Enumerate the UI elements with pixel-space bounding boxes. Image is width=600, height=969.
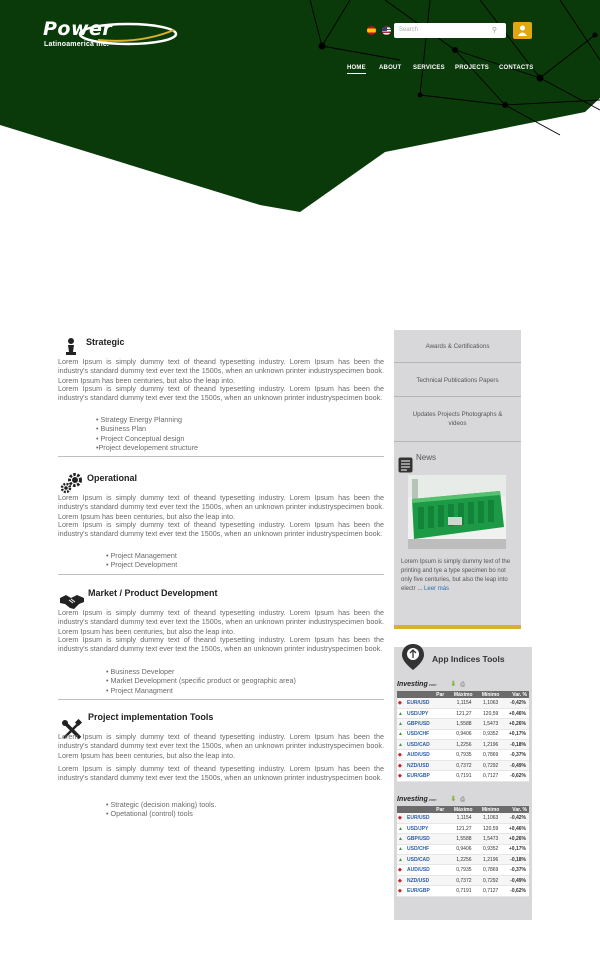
rate-min: 1,2196 — [475, 740, 502, 750]
col-max: Máximo — [446, 806, 474, 813]
rate-min: 0,7127 — [475, 886, 502, 896]
arrow-down-icon: ◆ — [398, 877, 402, 884]
rate-pair[interactable]: ▲ USD/CHF — [397, 844, 446, 854]
rate-max: 1,1154 — [446, 698, 474, 708]
rate-min: 0,9352 — [475, 844, 502, 854]
arrow-up-icon: ▲ — [398, 825, 403, 832]
col-max: Máximo — [446, 691, 474, 698]
rate-change: -0,18% — [501, 855, 529, 865]
location-pin-icon — [401, 643, 425, 671]
download-icon[interactable]: ⬇ — [450, 796, 457, 803]
table-row[interactable] — [397, 708, 529, 718]
print-icon[interactable]: ⎙ — [460, 797, 466, 803]
section-title-market: Market / Product Development — [88, 588, 218, 598]
table-row[interactable] — [397, 740, 529, 750]
arrow-up-icon: ▲ — [398, 856, 403, 863]
rate-pair[interactable]: ◆ AUD/USD — [397, 865, 446, 875]
rate-max: 0,9406 — [446, 729, 474, 739]
col-min: Mínimo — [475, 691, 502, 698]
rate-change: +0,46% — [501, 823, 529, 833]
table-row[interactable] — [397, 750, 529, 760]
col-pair: Par — [397, 691, 446, 698]
list-item: • Project Managment — [106, 685, 173, 695]
section-divider — [58, 574, 384, 575]
rate-pair[interactable]: ◆ EUR/USD — [397, 813, 446, 823]
rate-max: 1,5588 — [446, 719, 474, 729]
news-thumbnail-image[interactable] — [408, 475, 506, 549]
section-title-operational: Operational — [87, 473, 138, 483]
table-row[interactable] — [397, 698, 529, 708]
rate-max: 121,27 — [446, 708, 474, 718]
section-divider — [58, 699, 384, 700]
table-row[interactable] — [397, 834, 529, 844]
list-item: • Project Development — [106, 560, 178, 570]
rate-pair[interactable]: ▲ USD/CHF — [397, 729, 446, 739]
rate-change: +0,46% — [501, 708, 529, 718]
investing-logo[interactable]: Investing.com ⬇ ⎙ — [397, 681, 466, 688]
table-row[interactable] — [397, 813, 529, 823]
rate-max: 0,7372 — [446, 875, 474, 885]
rate-min: 0,7869 — [475, 865, 502, 875]
search-icon[interactable]: ⚲ — [491, 27, 497, 34]
rate-max: 1,5588 — [446, 834, 474, 844]
investing-logo[interactable]: Investing.com ⬇ ⎙ — [397, 796, 466, 803]
col-min: Mínimo — [475, 806, 502, 813]
section-paragraph: Lorem Ipsum is simply dummy text of theand typesetting industry. Lorem Ipsum has been the industry's standard dummy text ever text the 1500s, when an unknown printer industryspecimen book. Lorem Ipsum has been centuries, but also the leap into. — [58, 732, 384, 760]
arrow-up-icon: ▲ — [398, 835, 403, 842]
section-title-strategic: Strategic — [86, 337, 125, 347]
list-item: • Project Conceptual design — [96, 433, 185, 443]
us-flag-icon[interactable] — [382, 26, 391, 35]
arrow-down-icon: ◆ — [398, 867, 402, 874]
arrow-down-icon: ◆ — [398, 762, 402, 769]
sidebar-link-publications[interactable]: Technical Publications Papers — [416, 377, 499, 384]
sidebar-accent-bar — [394, 625, 521, 629]
list-item: • Business Developer — [106, 667, 175, 676]
table-row[interactable] — [397, 729, 529, 739]
rate-pair[interactable]: ▲ USD/JPY — [397, 823, 446, 833]
read-more-link[interactable]: Leer más — [424, 586, 450, 592]
rate-min: 1,1063 — [475, 698, 502, 708]
table-row[interactable] — [397, 875, 529, 885]
rate-max: 0,9406 — [446, 844, 474, 854]
app-indices-title: App Indices Tools — [432, 654, 505, 664]
news-excerpt — [401, 558, 514, 594]
section-paragraph: Lorem Ipsum is simply dummy text of theand typesetting industry. Lorem Ipsum has been the industry's standard dummy text ever text the 1500s, when an unknown printer industryspecimen book. Lorem Ipsum has been centuries, but also the leap into. — [58, 493, 384, 521]
rates-table — [397, 806, 529, 897]
table-row[interactable] — [397, 855, 529, 865]
rate-change: -0,37% — [501, 750, 529, 760]
rate-max: 1,2256 — [446, 740, 474, 750]
rate-min: 0,7292 — [475, 875, 502, 885]
table-row[interactable] — [397, 844, 529, 854]
list-item: • Business Plan — [96, 424, 147, 434]
rate-max: 1,1154 — [446, 813, 474, 823]
rate-change: -0,18% — [501, 740, 529, 750]
table-row[interactable] — [397, 865, 529, 875]
rate-pair[interactable]: ◆ EUR/GBP — [397, 771, 446, 781]
investing-widget — [397, 795, 529, 897]
rate-change: -0,42% — [501, 813, 529, 823]
rate-min: 1,1063 — [475, 813, 502, 823]
bullet-list — [96, 415, 198, 453]
rate-min: 1,5473 — [475, 834, 502, 844]
bullet-list — [106, 667, 296, 695]
sidebar-divider — [394, 362, 521, 363]
table-row[interactable] — [397, 823, 529, 833]
list-item: • Strategy Energy Planning — [96, 415, 183, 424]
section-title-tools: Project implementation Tools — [88, 712, 214, 722]
rate-change: +0,17% — [501, 729, 529, 739]
nav-home[interactable]: HOME — [347, 65, 366, 74]
news-icon — [398, 457, 413, 473]
nav-services[interactable]: SERVICES — [413, 65, 445, 71]
rate-change: -0,49% — [501, 875, 529, 885]
nav-about[interactable]: ABOUT — [379, 65, 402, 71]
rate-max: 0,7191 — [446, 886, 474, 896]
search-placeholder: Search — [399, 27, 419, 33]
section-paragraph: Lorem Ipsum is simply dummy text of theand typesetting industry. Lorem Ipsum has been the industry's standard dummy text ever text the 1500s, when an unknown printer industryspecimen book. — [58, 764, 384, 783]
rate-min: 0,7869 — [475, 750, 502, 760]
bullet-list — [106, 800, 216, 819]
list-item: • Opetational (control) tools — [106, 809, 193, 819]
rate-min: 1,5473 — [475, 719, 502, 729]
table-row[interactable] — [397, 719, 529, 729]
brand-logo[interactable] — [40, 18, 180, 58]
rate-pair[interactable]: ◆ NZD/USD — [397, 760, 446, 770]
rate-min: 0,9352 — [475, 729, 502, 739]
download-icon[interactable]: ⬇ — [450, 681, 457, 688]
nav-projects[interactable]: PROJECTS — [455, 65, 489, 71]
rate-max: 0,7935 — [446, 865, 474, 875]
spanish-flag-icon[interactable] — [367, 26, 376, 35]
brand-name: Power — [43, 18, 113, 40]
list-item: • Strategic (decision making) tools. — [106, 800, 217, 809]
rate-min: 0,7292 — [475, 760, 502, 770]
section-paragraph: Lorem Ipsum is simply dummy text of theand typesetting industry. Lorem Ipsum has been the industry's standard dummy text ever text the 1500s, when an unknown printer industryspecimen book. Lorem Ipsum has been centuries, but also the leap into. — [58, 357, 384, 385]
rate-pair[interactable]: ◆ NZD/USD — [397, 875, 446, 885]
col-change: Var. % — [501, 806, 529, 813]
col-change: Var. % — [501, 691, 529, 698]
section-paragraph: Lorem Ipsum is simply dummy text of theand typesetting industry. Lorem Ipsum has been the industry's standard dummy text ever text the 1500s, when an unknown printer industryspecimen book. — [58, 635, 384, 654]
rate-max: 0,7372 — [446, 760, 474, 770]
list-item: •Project developement structure — [96, 443, 198, 453]
rate-max: 0,7191 — [446, 771, 474, 781]
rate-change: -0,37% — [501, 865, 529, 875]
rate-change: -0,42% — [501, 698, 529, 708]
section-paragraph: Lorem Ipsum is simply dummy text of theand typesetting industry. Lorem Ipsum has been the industry's standard dummy text ever text the 1500s, when an unknown printer industryspecimen book. — [58, 520, 384, 539]
arrow-up-icon: ▲ — [398, 741, 403, 748]
arrow-down-icon: ◆ — [398, 699, 402, 706]
chess-pawn-icon — [65, 337, 77, 357]
col-pair: Par — [397, 806, 446, 813]
rate-pair[interactable]: ▲ USD/CAD — [397, 740, 446, 750]
user-icon — [518, 25, 527, 36]
arrow-up-icon: ▲ — [398, 731, 403, 738]
rate-max: 1,2256 — [446, 855, 474, 865]
nav-contacts[interactable]: CONTACTS — [499, 65, 534, 71]
arrow-down-icon: ◆ — [398, 887, 402, 894]
rate-pair[interactable]: ▲ GBP/USD — [397, 834, 446, 844]
rate-pair[interactable]: ◆ AUD/USD — [397, 750, 446, 760]
section-paragraph: Lorem Ipsum is simply dummy text of theand typesetting industry. Lorem Ipsum has been the industry's standard dummy text ever text the 1500s, when an unknown printer industryspecimen book. Lorem Ipsum has been centuries, but also the leap into. — [58, 608, 384, 636]
list-item: • Project Management — [106, 551, 177, 560]
arrow-down-icon: ◆ — [398, 814, 402, 821]
table-row[interactable] — [397, 760, 529, 770]
rate-change: +0,26% — [501, 719, 529, 729]
brand-subtitle: Latinoamerica Inc. — [44, 41, 110, 48]
user-account-button[interactable] — [513, 22, 532, 39]
news-title: News — [416, 453, 437, 462]
rate-pair[interactable]: ▲ USD/JPY — [397, 708, 446, 718]
rate-min: 1,2196 — [475, 855, 502, 865]
section-paragraph: Lorem Ipsum is simply dummy text of theand typesetting industry. Lorem Ipsum has been the industry's standard dummy text ever text the 1500s, when an unknown printer industryspecimen book. — [58, 384, 384, 403]
rate-min: 120,59 — [475, 708, 502, 718]
rate-max: 0,7935 — [446, 750, 474, 760]
section-divider — [58, 456, 384, 457]
rate-max: 121,27 — [446, 823, 474, 833]
rates-body — [397, 813, 529, 896]
rate-change: -0,62% — [501, 886, 529, 896]
rate-min: 120,59 — [475, 823, 502, 833]
rate-change: -0,62% — [501, 771, 529, 781]
sidebar-divider — [394, 441, 521, 442]
rates-body — [397, 698, 529, 781]
table-row[interactable] — [397, 886, 529, 896]
sidebar-divider — [394, 396, 521, 397]
rate-pair[interactable]: ◆ EUR/USD — [397, 698, 446, 708]
news-excerpt-text: Lorem Ipsum is simply dummy text of the printing and tye a type specimen bo not only five centuries, but also the leap into electr ... — [401, 559, 511, 592]
rate-min: 0,7127 — [475, 771, 502, 781]
table-row[interactable] — [397, 771, 529, 781]
arrow-down-icon: ◆ — [398, 752, 402, 759]
bullet-list — [106, 551, 177, 570]
arrow-up-icon: ▲ — [398, 846, 403, 853]
rate-pair[interactable]: ▲ GBP/USD — [397, 719, 446, 729]
list-item: • Market Development (specific product or geographic area) — [106, 676, 296, 686]
search-input[interactable] — [394, 23, 506, 38]
arrow-up-icon: ▲ — [398, 710, 403, 717]
rates-table — [397, 691, 529, 782]
rate-change: +0,17% — [501, 844, 529, 854]
rate-change: +0,26% — [501, 834, 529, 844]
rate-pair[interactable]: ▲ USD/CAD — [397, 855, 446, 865]
rate-pair[interactable]: ◆ EUR/GBP — [397, 886, 446, 896]
sidebar-link-awards[interactable]: Awards & Certifications — [425, 343, 490, 350]
investing-widget — [397, 680, 529, 782]
gears-icon — [59, 471, 85, 495]
print-icon[interactable]: ⎙ — [460, 682, 466, 688]
sidebar-link-updates[interactable]: Updates Projects Photographs & videos — [412, 411, 503, 427]
rate-change: -0,49% — [501, 760, 529, 770]
arrow-up-icon: ▲ — [398, 720, 403, 727]
arrow-down-icon: ◆ — [398, 772, 402, 779]
